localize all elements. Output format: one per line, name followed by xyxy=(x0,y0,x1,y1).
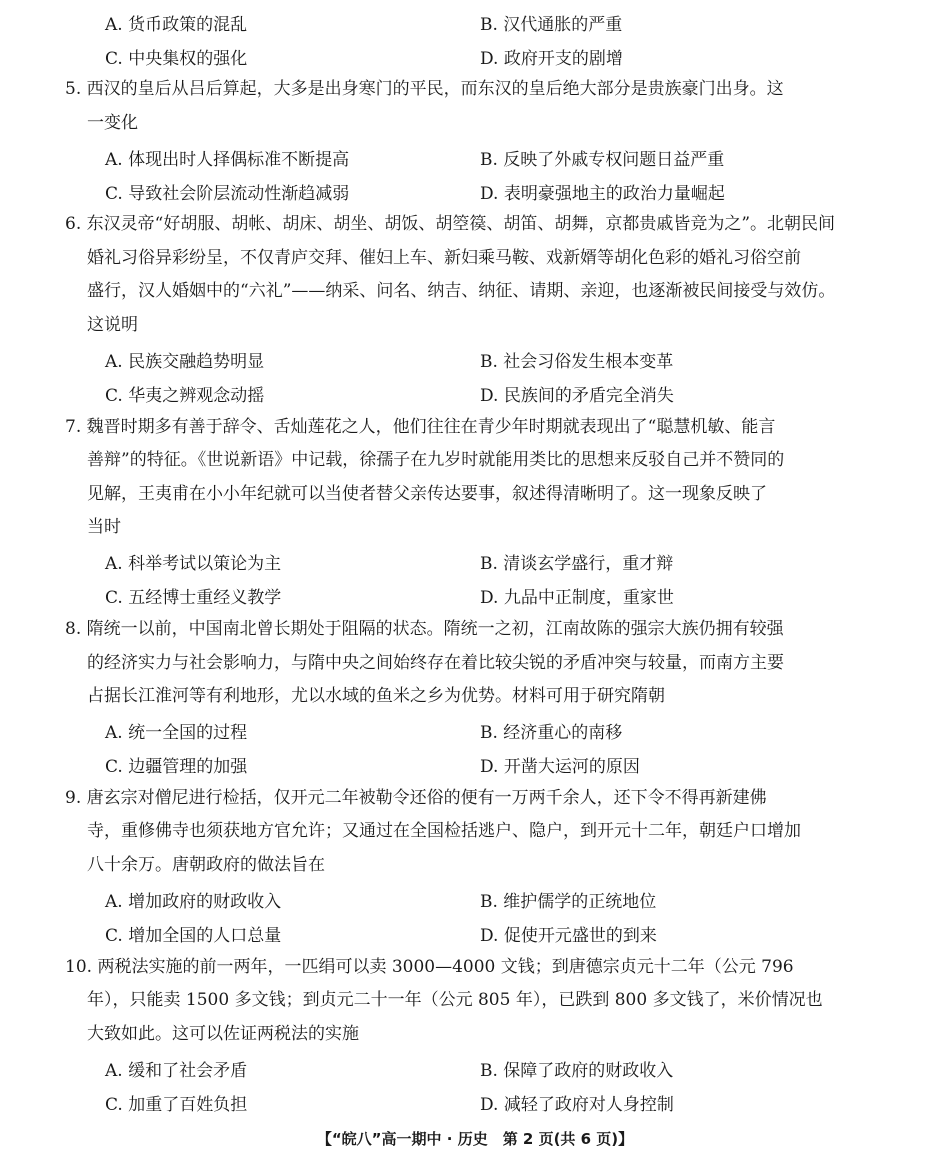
question-6 xyxy=(65,208,890,410)
option-d[interactable]: D. 民族间的矛盾完全消失 xyxy=(480,386,674,407)
option-row xyxy=(65,545,890,579)
option-a[interactable]: A. 民族交融趋势明显 xyxy=(105,352,265,373)
stem-line: 年），只能卖 1500 多文钱；到贞元二十一年（公元 805 年），已跌到 800 多文钱了，米价情况也 xyxy=(87,990,823,1011)
question-10 xyxy=(65,951,890,1120)
question-4-options xyxy=(65,0,890,73)
option-a[interactable]: A. 缓和了社会矛盾 xyxy=(105,1060,248,1081)
option-b[interactable]: B. 反映了外戚专权问题日益严重 xyxy=(480,149,725,170)
option-d[interactable]: D. 表明豪强地主的政治力量崛起 xyxy=(480,183,725,204)
stem-line: 5. 西汉的皇后从吕后算起，大多是出身寒门的平民，而东汉的皇后绝大部分是贵族豪门出身。这 xyxy=(65,79,784,99)
question-10-stem xyxy=(65,951,890,1052)
option-row xyxy=(65,1085,890,1119)
stem-line: 盛行，汉人婚姻中的“六礼”——纳采、问名、纳吉、纳征、请期、亲迎，也逐渐被民间接受与效仿。 xyxy=(87,281,836,302)
stem-line: 八十余万。唐朝政府的做法旨在 xyxy=(87,854,325,875)
option-b[interactable]: B. 经济重心的南移 xyxy=(480,723,623,744)
stem-line: 10. 两税法实施的前一两年，一匹绢可以卖 3000—4000 文钱；到唐德宗贞元十二年（公元 796 xyxy=(65,956,794,977)
stem-line: 6. 东汉灵帝“好胡服、胡帐、胡床、胡坐、胡饭、胡箜篌、胡笛、胡舞，京都贵戚皆竞为之”。北朝民间 xyxy=(65,214,836,235)
option-row xyxy=(65,917,890,951)
option-c[interactable]: C. 增加全国的人口总量 xyxy=(105,926,282,946)
option-b[interactable]: B. 维护儒学的正统地位 xyxy=(480,892,657,912)
option-row xyxy=(65,140,890,174)
option-b[interactable]: B. 汉代通胀的严重 xyxy=(480,14,623,35)
option-d[interactable]: D. 开凿大运河的原因 xyxy=(480,757,640,778)
option-a[interactable]: A. 体现出时人择偶标准不断提高 xyxy=(105,149,350,170)
stem-line: 这说明 xyxy=(87,314,138,335)
option-row xyxy=(65,579,890,613)
stem-line: 寺，重修佛寺也须获地方官允许；又通过在全国检括逃户、隐户，到开元十二年，朝廷户口增加 xyxy=(87,821,801,842)
option-c[interactable]: C. 中央集权的强化 xyxy=(105,48,248,69)
stem-line: 7. 魏晋时期多有善于辞令、舌灿莲花之人，他们往往在青少年时期就表现出了“聪慧机敏、能言 xyxy=(65,416,776,437)
option-row xyxy=(65,883,890,917)
option-row xyxy=(65,5,890,39)
option-c[interactable]: C. 导致社会阶层流动性渐趋减弱 xyxy=(105,183,350,204)
stem-line: 8. 隋统一以前，中国南北曾长期处于阻隔的状态。隋统一之初，江南故陈的强宗大族仍拥有较强 xyxy=(65,618,784,639)
question-7 xyxy=(65,411,890,613)
question-5 xyxy=(65,73,890,208)
option-row xyxy=(65,343,890,377)
option-d[interactable]: D. 九品中正制度，重家世 xyxy=(480,588,674,609)
question-5-stem xyxy=(65,73,890,140)
option-d[interactable]: D. 减轻了政府对人身控制 xyxy=(480,1094,674,1115)
stem-line: 婚礼习俗异彩纷呈，不仅青庐交拜、催妇上车、新妇乘马鞍、戏新婿等胡化色彩的婚礼习俗空前 xyxy=(87,247,801,268)
option-c[interactable]: C. 五经博士重经义教学 xyxy=(105,588,282,609)
option-row xyxy=(65,714,890,748)
option-row xyxy=(65,174,890,208)
question-6-stem xyxy=(65,208,890,342)
stem-line: 占据长江淮河等有利地形，尤以水域的鱼米之乡为优势。材料可用于研究隋朝 xyxy=(87,686,665,707)
option-a[interactable]: A. 科举考试以策论为主 xyxy=(105,554,282,575)
option-c[interactable]: C. 加重了百姓负担 xyxy=(105,1094,248,1115)
question-7-stem xyxy=(65,411,890,545)
option-row xyxy=(65,1051,890,1085)
option-b[interactable]: B. 清谈玄学盛行，重才辩 xyxy=(480,554,674,575)
option-a[interactable]: A. 统一全国的过程 xyxy=(105,723,248,744)
stem-line: 当时 xyxy=(87,517,121,538)
option-a[interactable]: A. 增加政府的财政收入 xyxy=(105,892,282,912)
option-c[interactable]: C. 华夷之辨观念动摇 xyxy=(105,386,265,407)
option-d[interactable]: D. 政府开支的剧增 xyxy=(480,48,623,69)
option-row xyxy=(65,748,890,782)
stem-line: 见解，王夷甫在小小年纪就可以当使者替父亲传达要事，叙述得清晰明了。这一现象反映了 xyxy=(87,483,767,504)
option-row xyxy=(65,39,890,73)
stem-line: 一变化 xyxy=(87,112,138,133)
option-b[interactable]: B. 社会习俗发生根本变革 xyxy=(480,352,674,373)
page-footer: 【“皖八”高一期中 · 历史 第 2 页(共 6 页)】 xyxy=(316,1130,634,1148)
stem-line: 善辩”的特征。《世说新语》中记载，徐孺子在九岁时就能用类比的思想来反驳自己并不赞同的 xyxy=(87,450,785,471)
stem-line: 9. 唐玄宗对僧尼进行检括，仅开元二年被勒令还俗的便有一万两千余人，还下令不得再新建佛 xyxy=(65,787,767,808)
question-8 xyxy=(65,613,890,782)
option-d[interactable]: D. 促使开元盛世的到来 xyxy=(480,926,657,946)
question-8-stem xyxy=(65,613,890,714)
question-9 xyxy=(65,782,890,951)
option-b[interactable]: B. 保障了政府的财政收入 xyxy=(480,1060,674,1081)
question-9-stem xyxy=(65,782,890,883)
option-row xyxy=(65,377,890,411)
stem-line: 的经济实力与社会影响力，与隋中央之间始终存在着比较尖锐的矛盾冲突与较量，而南方主要 xyxy=(87,652,784,673)
stem-line: 大致如此。这可以佐证两税法的实施 xyxy=(87,1023,359,1044)
option-a[interactable]: A. 货币政策的混乱 xyxy=(105,14,248,35)
option-c[interactable]: C. 边疆管理的加强 xyxy=(105,757,248,778)
